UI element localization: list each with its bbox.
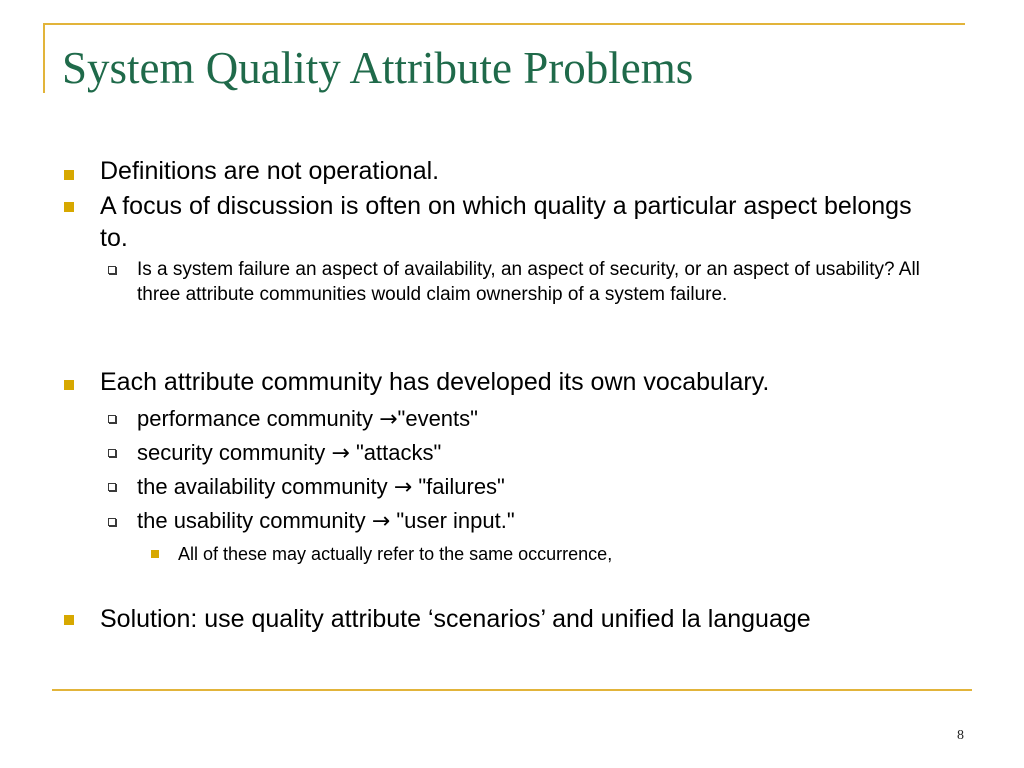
bullet-text: Solution: use quality attribute ‘scenarios’ and unified la language	[100, 605, 811, 633]
term-label: security community	[137, 440, 332, 465]
right-arrow-icon: →	[393, 475, 413, 500]
page-number: 8	[957, 728, 964, 743]
hollow-square-bullet-icon	[108, 415, 116, 423]
square-bullet-icon	[64, 202, 74, 212]
bottom-divider-line	[52, 689, 972, 691]
square-bullet-icon	[64, 170, 74, 180]
term-value: "user input."	[390, 508, 515, 533]
hollow-square-bullet-icon	[108, 266, 116, 274]
hollow-square-bullet-icon	[108, 518, 116, 526]
term-label: the usability community	[137, 508, 372, 533]
hollow-square-bullet-icon	[108, 449, 116, 457]
bullet-text: Definitions are not operational.	[100, 157, 440, 185]
hollow-square-bullet-icon	[108, 483, 116, 491]
sub-sub-bullet-text: All of these may actually refer to the same occurrence,	[178, 544, 613, 564]
square-bullet-icon	[64, 615, 74, 625]
term-value: "events"	[397, 406, 478, 431]
term-value: "attacks"	[349, 440, 442, 465]
bullet-text: Each attribute community has developed its own vocabulary.	[100, 368, 770, 396]
term-label: performance community	[137, 406, 380, 431]
right-arrow-icon: →	[379, 407, 398, 432]
sub-bullet-text: Is a system failure an aspect of availability, an aspect of security, or an aspect of usability? All three attribute communities would claim ownership of a system failure.	[137, 259, 920, 305]
term-label: the availability community	[137, 474, 394, 499]
sub-bullet-text	[137, 440, 957, 467]
sub-bullet-text	[137, 508, 957, 535]
square-bullet-icon	[151, 550, 159, 558]
slide-title: System Quality Attribute Problems	[62, 43, 694, 93]
right-arrow-icon: →	[331, 441, 350, 466]
square-bullet-icon	[64, 380, 74, 390]
right-arrow-icon: →	[371, 509, 391, 534]
sub-bullet-text	[137, 474, 957, 501]
bullet-text: A focus of discussion is often on which quality a particular aspect belongs to.	[100, 192, 912, 252]
term-value: "failures"	[412, 474, 505, 499]
sub-bullet-text	[137, 406, 957, 433]
